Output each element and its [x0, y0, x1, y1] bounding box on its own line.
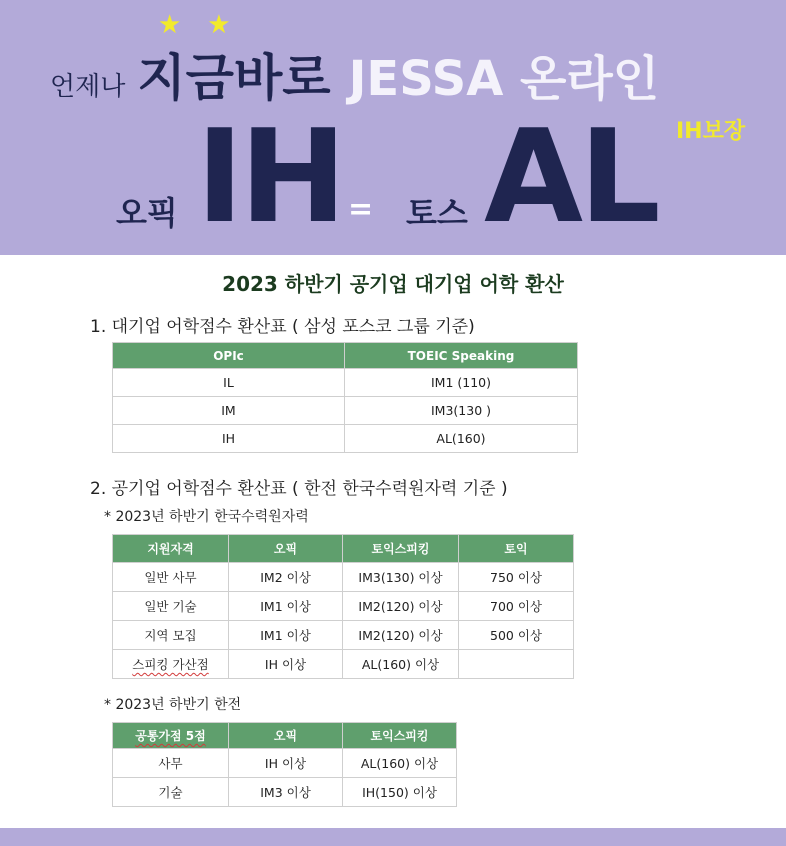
- table-header-row: [113, 535, 574, 563]
- table-header: 지원자격: [113, 535, 229, 563]
- khnp-subheading: * 2023년 하반기 한국수력원자력: [104, 509, 309, 525]
- khnp-table: [112, 534, 574, 679]
- table-cell: [113, 650, 229, 679]
- ih-big-text: IH: [196, 103, 343, 252]
- table-cell: IM1 (110): [345, 369, 578, 397]
- table-row: [113, 425, 578, 453]
- table-row: [113, 621, 574, 650]
- table-row: [113, 397, 578, 425]
- table-cell: 사무: [113, 749, 229, 778]
- table-cell: 일반 사무: [113, 563, 229, 592]
- table-header: OPIc: [113, 343, 345, 369]
- bottom-bar: [0, 828, 786, 846]
- large-company-table: [112, 342, 578, 453]
- table-row: [113, 650, 574, 679]
- table-cell: IM3(130 ): [345, 397, 578, 425]
- table-cell: AL(160) 이상: [343, 650, 459, 679]
- table-row: [113, 778, 457, 807]
- table-cell: 700 이상: [459, 592, 574, 621]
- tos-label: 토스: [406, 194, 468, 232]
- section1-heading: 1. 대기업 어학점수 환산표 ( 삼성 포스코 그룹 기준): [90, 317, 475, 337]
- table-cell: AL(160) 이상: [343, 749, 457, 778]
- table-cell: IM1 이상: [229, 621, 343, 650]
- table-cell: 일반 기술: [113, 592, 229, 621]
- table-header: 토익스피킹: [343, 723, 457, 749]
- section2-heading: 2. 공기업 어학점수 환산표 ( 한전 한국수력원자력 기준 ): [90, 479, 508, 499]
- table-header-row: [113, 723, 457, 749]
- table-row: [113, 592, 574, 621]
- table-cell: 기술: [113, 778, 229, 807]
- now-text: 지금바로: [137, 49, 331, 107]
- table-cell: IM1 이상: [229, 592, 343, 621]
- table-header: 오픽: [229, 723, 343, 749]
- table-header-row: [113, 343, 578, 369]
- table-cell: IH 이상: [229, 650, 343, 679]
- table-cell: 지역 모집: [113, 621, 229, 650]
- page-title: 2023 하반기 공기업 대기업 어학 환산: [222, 272, 564, 296]
- table-row: [113, 563, 574, 592]
- table-cell: IM3(130) 이상: [343, 563, 459, 592]
- table-header: 오픽: [229, 535, 343, 563]
- table-row: [113, 749, 457, 778]
- banner-headline: [50, 38, 659, 110]
- stars-decoration: ★★: [158, 10, 257, 40]
- table-cell: IM3 이상: [229, 778, 343, 807]
- equals-sign: =: [348, 192, 374, 227]
- table-row: [113, 369, 578, 397]
- jessa-online-text: JESSA 온라인: [348, 51, 660, 107]
- table-cell: IM2(120) 이상: [343, 621, 459, 650]
- al-big-text: AL: [484, 103, 657, 252]
- table-cell: 750 이상: [459, 563, 574, 592]
- opic-label: 오픽: [116, 194, 178, 232]
- table-cell: 500 이상: [459, 621, 574, 650]
- kepco-table: [112, 722, 457, 807]
- table-cell: IL: [113, 369, 345, 397]
- table-cell: IH: [113, 425, 345, 453]
- table-cell: IM2(120) 이상: [343, 592, 459, 621]
- table-header: 토익: [459, 535, 574, 563]
- banner-equation: [0, 103, 786, 252]
- table-cell: IM2 이상: [229, 563, 343, 592]
- table-header: [113, 723, 229, 749]
- table-cell: IM: [113, 397, 345, 425]
- table-cell: [459, 650, 574, 679]
- table-header: 토익스피킹: [343, 535, 459, 563]
- hero-banner: [0, 0, 786, 255]
- speaking-bonus-label: 스피킹 가산점: [132, 657, 209, 672]
- always-text: 언제나: [50, 72, 126, 102]
- table-header: TOEIC Speaking: [345, 343, 578, 369]
- ih-guarantee-badge: IH보장: [676, 119, 746, 144]
- table-cell: IH(150) 이상: [343, 778, 457, 807]
- table-cell: AL(160): [345, 425, 578, 453]
- table-cell: IH 이상: [229, 749, 343, 778]
- kepco-subheading: * 2023년 하반기 한전: [104, 697, 242, 713]
- common-bonus-label: 공통가점 5점: [135, 729, 206, 743]
